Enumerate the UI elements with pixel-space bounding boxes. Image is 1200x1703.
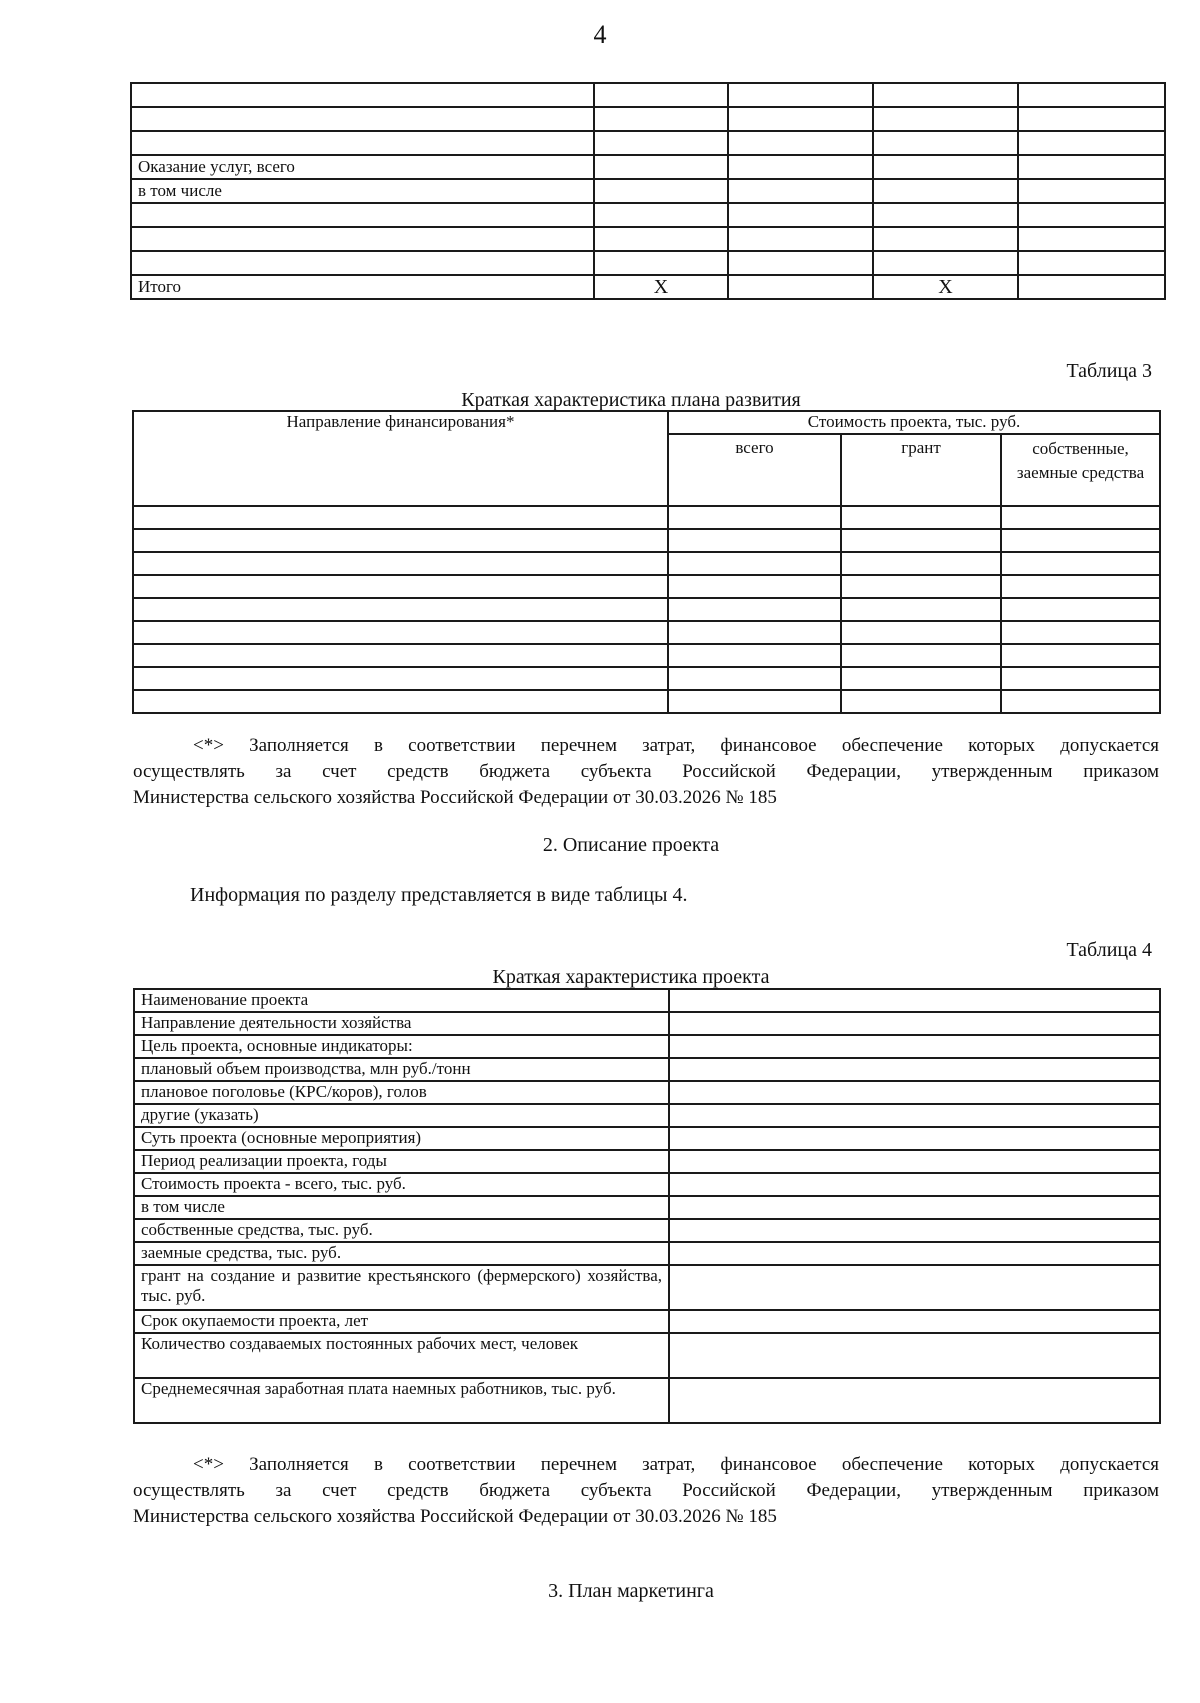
table-4-row [134, 1333, 1160, 1378]
table-4-row-label: плановый объем производства, млн руб./тонн [134, 1058, 669, 1081]
section-2-title: 2. Описание проекта [542, 834, 720, 856]
table-1-row [131, 179, 1165, 203]
table-1-row [131, 227, 1165, 251]
table-1-cell [594, 83, 728, 107]
table-3-cell [668, 506, 841, 529]
table-3-cell [841, 690, 1001, 713]
table-4-value-cell [669, 989, 1160, 1012]
table-3-cell [133, 667, 668, 690]
table-4-value-cell [669, 1012, 1160, 1035]
table-4-value-cell [669, 1196, 1160, 1219]
table-3-row [133, 506, 1160, 529]
table-1-cell [873, 227, 1018, 251]
table-3-cell [1001, 621, 1160, 644]
table-1-cell [594, 179, 728, 203]
table-1-cell [728, 83, 873, 107]
table-1-cell [873, 107, 1018, 131]
table-4-row-label: Среднемесячная заработная плата наемных работников, тыс. руб. [134, 1378, 669, 1423]
table-4-row [134, 1196, 1160, 1219]
table-1-row [131, 107, 1165, 131]
table-4-value-cell [669, 1310, 1160, 1333]
table-3-cell [668, 690, 841, 713]
table-4-row-label: Количество создаваемых постоянных рабочих мест, человек [134, 1333, 669, 1378]
footnote-2-line-1: <*> Заполняется в соответствии перечнем затрат, финансовое обеспечение которых допускается [193, 1454, 1159, 1475]
table-1-cell [728, 155, 873, 179]
table-3-cell [841, 621, 1001, 644]
table-1-cell [728, 179, 873, 203]
table-3-cell [841, 506, 1001, 529]
table-3-cell [1001, 529, 1160, 552]
table-3-cell [133, 575, 668, 598]
footnote-2 [133, 1452, 1159, 1530]
table-1-cell [873, 131, 1018, 155]
footnote-1 [133, 733, 1159, 811]
table-1-row [131, 131, 1165, 155]
table-4-row-label: Период реализации проекта, годы [134, 1150, 669, 1173]
table-3-row [133, 552, 1160, 575]
table-3-cell [133, 552, 668, 575]
table-1-cell [728, 251, 873, 275]
table-3-cell [1001, 598, 1160, 621]
section-2-intro: Информация по разделу представляется в виде таблицы 4. [190, 884, 688, 906]
table-3-cell [133, 506, 668, 529]
table-3-cell [668, 644, 841, 667]
header-cost: Стоимость проекта, тыс. руб. [668, 411, 1160, 434]
table-4-value-cell [669, 1378, 1160, 1423]
table-1-continuation [130, 82, 1166, 300]
header-total: всего [668, 434, 841, 506]
table-1-cell [873, 83, 1018, 107]
table-1-cell [1018, 203, 1165, 227]
footnote-1-line-3: Министерства сельского хозяйства Российской Федерации от 30.03.2026 № 185 [133, 787, 777, 808]
table-3-cell [1001, 575, 1160, 598]
table-1-cell [728, 203, 873, 227]
table-1-cell [873, 155, 1018, 179]
table-4-row-label: Направление деятельности хозяйства [134, 1012, 669, 1035]
footnote-1-line-1: <*> Заполняется в соответствии перечнем затрат, финансовое обеспечение которых допускается [193, 735, 1159, 756]
table-4-row-label: Цель проекта, основные индикаторы: [134, 1035, 669, 1058]
table-1-cell [873, 179, 1018, 203]
table-3-cell [133, 621, 668, 644]
table-1-cell [1018, 179, 1165, 203]
table-1-cell [873, 251, 1018, 275]
table-1-row-label [131, 203, 594, 227]
table-4-value-cell [669, 1150, 1160, 1173]
table-1-row [131, 275, 1165, 299]
table-3-cell [841, 529, 1001, 552]
table-1-row-label: в том числе [131, 179, 594, 203]
table-4-value-cell [669, 1081, 1160, 1104]
table-4-row-label: заемные средства, тыс. руб. [134, 1242, 669, 1265]
table-1-row-label [131, 107, 594, 131]
table-3-cell [1001, 552, 1160, 575]
table-3-cell [668, 529, 841, 552]
table-3-cell [668, 667, 841, 690]
table-4-row [134, 1265, 1160, 1310]
table-3-cell [1001, 644, 1160, 667]
table-3-cell [841, 575, 1001, 598]
table-1-cell [728, 275, 873, 299]
table-1-cell [728, 107, 873, 131]
table-1-row [131, 203, 1165, 227]
table-1-cell [873, 203, 1018, 227]
table-4-row [134, 1127, 1160, 1150]
table-4-row [134, 1012, 1160, 1035]
header-grant: грант [841, 434, 1001, 506]
table-4-row-label: в том числе [134, 1196, 669, 1219]
table-3-row [133, 529, 1160, 552]
table-4-row-label: Суть проекта (основные мероприятия) [134, 1127, 669, 1150]
table-3-cell [668, 621, 841, 644]
table-3-caption: Краткая характеристика плана развития [461, 389, 801, 411]
table-4-caption: Краткая характеристика проекта [492, 966, 770, 988]
table-4-row [134, 1173, 1160, 1196]
table-4-row [134, 1035, 1160, 1058]
table-1-row [131, 83, 1165, 107]
table-4-row [134, 1081, 1160, 1104]
table-3-cell [133, 598, 668, 621]
table-3-cell [841, 598, 1001, 621]
table-4-value-cell [669, 1173, 1160, 1196]
table-4-row-label: другие (указать) [134, 1104, 669, 1127]
table-4-row [134, 989, 1160, 1012]
table-3-cell [668, 575, 841, 598]
table-1-cell [594, 251, 728, 275]
section-3-title: 3. План маркетинга [548, 1580, 714, 1602]
table-3-row [133, 690, 1160, 713]
table-4-value-cell [669, 1242, 1160, 1265]
table-1-cell [728, 227, 873, 251]
table-4-row [134, 1378, 1160, 1423]
table-4-value-cell [669, 1265, 1160, 1310]
table-4-row-label: плановое поголовье (КРС/коров), голов [134, 1081, 669, 1104]
table-1-row-label [131, 83, 594, 107]
footnote-2-line-2: осуществлять за счет средств бюджета субъекта Российской Федерации, утвержденным приказом [133, 1480, 1159, 1501]
header-direction: Направление финансирования* [133, 411, 668, 506]
table-4-row-label: Наименование проекта [134, 989, 669, 1012]
table-1-cell [1018, 275, 1165, 299]
table-4-row [134, 1104, 1160, 1127]
table-3-cell [668, 598, 841, 621]
table-4-value-cell [669, 1333, 1160, 1378]
table-1-row-label: Оказание услуг, всего [131, 155, 594, 179]
table-3-cell [841, 667, 1001, 690]
table-1-row [131, 251, 1165, 275]
table-3-cell [841, 552, 1001, 575]
table-3-row [133, 667, 1160, 690]
table-1-row-label [131, 131, 594, 155]
table-1-cell [594, 131, 728, 155]
table-4 [133, 988, 1161, 1424]
table-3-cell [1001, 506, 1160, 529]
footnote-1-line-2: осуществлять за счет средств бюджета субъекта Российской Федерации, утвержденным приказом [133, 761, 1159, 782]
table-4-row [134, 1219, 1160, 1242]
table-4-row [134, 1058, 1160, 1081]
table-3-cell [668, 552, 841, 575]
table-1-cell [594, 227, 728, 251]
table-1-cell [728, 131, 873, 155]
table-1-cell [1018, 155, 1165, 179]
table-3-row [133, 598, 1160, 621]
table-4-label: Таблица 4 [1066, 939, 1152, 961]
table-1-cell [1018, 227, 1165, 251]
table-4-row [134, 1150, 1160, 1173]
table-1-cell [1018, 251, 1165, 275]
table-4-value-cell [669, 1035, 1160, 1058]
table-1-cell [594, 155, 728, 179]
header-own-funds: собственные, заемные средства [1001, 434, 1160, 506]
table-1-row-label [131, 227, 594, 251]
table-3-row [133, 575, 1160, 598]
page-number: 4 [593, 20, 607, 49]
table-4-value-cell [669, 1104, 1160, 1127]
table-3-label: Таблица 3 [1066, 360, 1152, 382]
table-3-cell [133, 690, 668, 713]
table-4-value-cell [669, 1127, 1160, 1150]
table-1-cell [594, 107, 728, 131]
table-1-row [131, 155, 1165, 179]
table-4-row-label: собственные средства, тыс. руб. [134, 1219, 669, 1242]
table-1-cell [1018, 83, 1165, 107]
table-4-value-cell [669, 1058, 1160, 1081]
table-1-cell: X [594, 275, 728, 299]
table-4-row-label: грант на создание и развитие крестьянского (фермерского) хозяйства, тыс. руб. [134, 1265, 669, 1310]
table-3-cell [133, 644, 668, 667]
table-4-row-label: Стоимость проекта - всего, тыс. руб. [134, 1173, 669, 1196]
table-1-cell: X [873, 275, 1018, 299]
table-3-cell [841, 644, 1001, 667]
table-3-cell [1001, 667, 1160, 690]
table-1-row-label: Итого [131, 275, 594, 299]
table-4-row [134, 1310, 1160, 1333]
table-3-cell [133, 529, 668, 552]
table-3 [132, 410, 1161, 714]
table-4-row [134, 1242, 1160, 1265]
table-3-row [133, 621, 1160, 644]
table-1-cell [594, 203, 728, 227]
footnote-2-line-3: Министерства сельского хозяйства Российской Федерации от 30.03.2026 № 185 [133, 1506, 777, 1527]
table-3-row [133, 644, 1160, 667]
table-1-cell [1018, 107, 1165, 131]
table-4-row-label: Срок окупаемости проекта, лет [134, 1310, 669, 1333]
table-3-cell [1001, 690, 1160, 713]
table-4-value-cell [669, 1219, 1160, 1242]
table-1-row-label [131, 251, 594, 275]
table-1-cell [1018, 131, 1165, 155]
